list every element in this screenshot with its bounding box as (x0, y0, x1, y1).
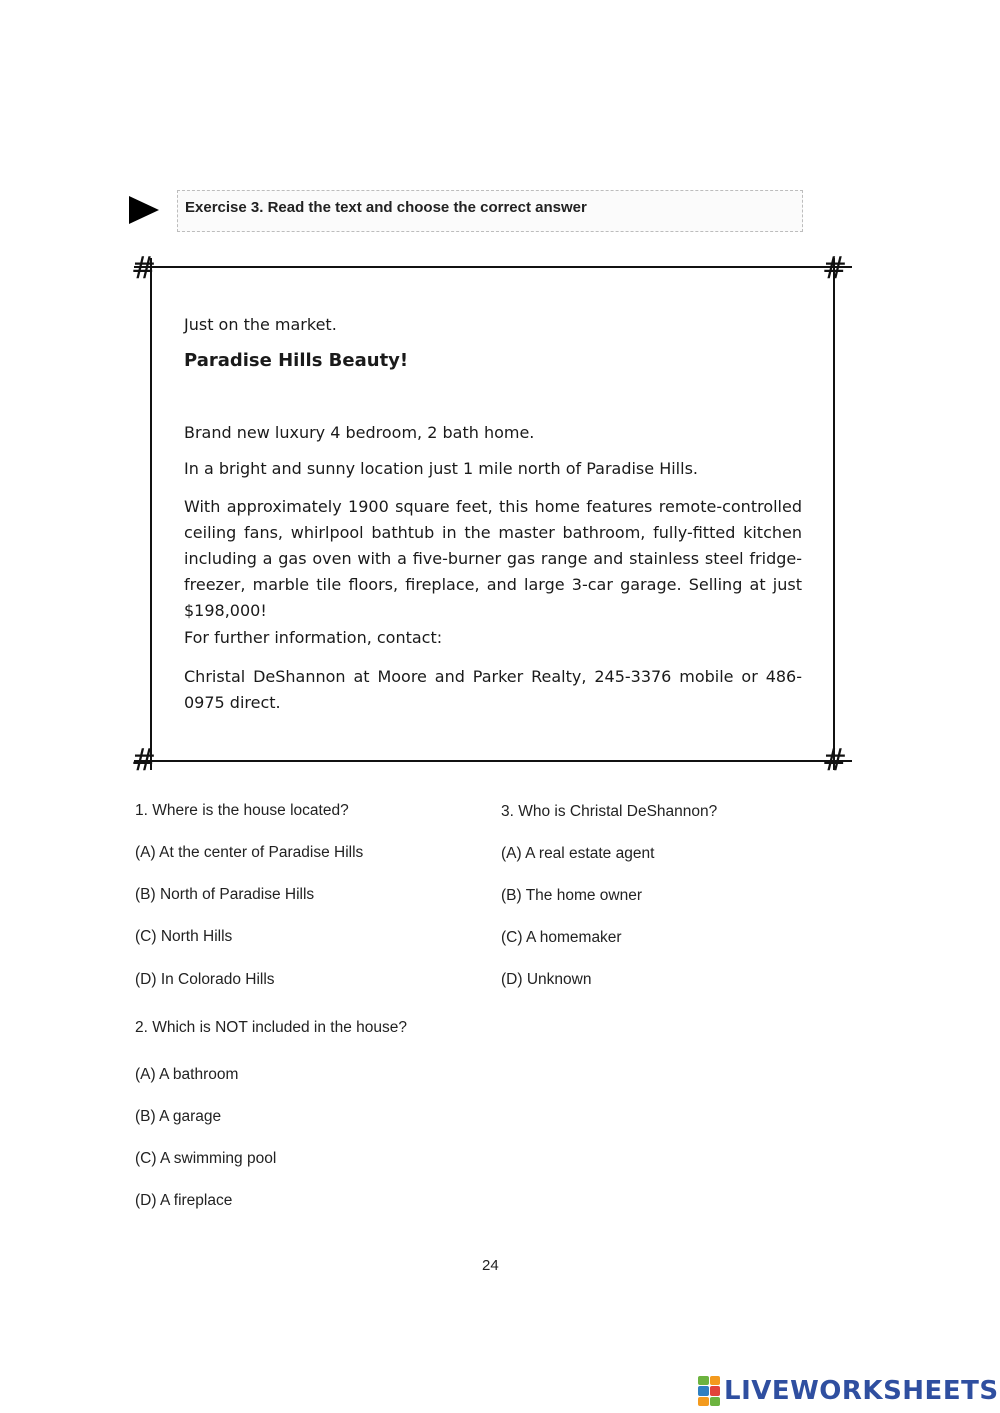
exercise-title: Exercise 3. Read the text and choose the correct answer (185, 199, 587, 216)
question-2-option-b[interactable]: (B) A garage (135, 1108, 222, 1125)
ad-title: Paradise Hills Beauty! (184, 350, 409, 371)
question-2-option-a[interactable]: (A) A bathroom (135, 1066, 239, 1083)
ad-frame-left (150, 258, 152, 770)
ad-contact-label: For further information, contact: (184, 628, 443, 647)
play-arrow-icon (129, 196, 159, 224)
ad-line-1: Brand new luxury 4 bedroom, 2 bath home. (184, 423, 535, 442)
question-3-option-a[interactable]: (A) A real estate agent (501, 845, 655, 862)
ad-line-2: In a bright and sunny location just 1 mile north of Paradise Hills. (184, 459, 698, 478)
corner-hash-icon: # (822, 743, 848, 778)
question-3-option-b[interactable]: (B) The home owner (501, 887, 642, 904)
question-1-option-b[interactable]: (B) North of Paradise Hills (135, 886, 315, 903)
liveworksheets-logo[interactable] (698, 1374, 999, 1408)
question-3-option-d[interactable]: (D) Unknown (501, 971, 592, 988)
question-1-option-d[interactable]: (D) In Colorado Hills (135, 971, 275, 988)
page-number: 24 (482, 1257, 499, 1274)
question-3-option-c[interactable]: (C) A homemaker (501, 929, 622, 946)
question-1: 1. Where is the house located? (135, 802, 349, 819)
liveworksheets-logo-text: LIVEWORKSHEETS (724, 1376, 999, 1406)
ad-contact: Christal DeShannon at Moore and Parker Realty, 245-3376 mobile or 486-0975 direct. (184, 667, 802, 712)
question-3: 3. Who is Christal DeShannon? (501, 803, 718, 820)
liveworksheets-logo-icon (698, 1376, 720, 1406)
ad-frame-bottom (134, 760, 852, 762)
ad-description: With approximately 1900 square feet, this home features remote-controlled ceiling fans, whirlpool bathtub in the master bathroom, fully-fitted kitchen including a gas oven with a five-burner gas range and stainless steel fridge-freezer, marble tile floors, fireplace, and large 3-car garage. Selling at just $198,000! (184, 497, 802, 620)
ad-intro: Just on the market. (184, 315, 337, 334)
question-1-option-a[interactable]: (A) At the center of Paradise Hills (135, 844, 364, 861)
corner-hash-icon: # (822, 251, 848, 286)
ad-frame-right (833, 258, 835, 770)
corner-hash-icon: # (131, 743, 157, 778)
question-2-option-d[interactable]: (D) A fireplace (135, 1192, 233, 1209)
question-2: 2. Which is NOT included in the house? (135, 1019, 407, 1036)
question-2-option-c[interactable]: (C) A swimming pool (135, 1150, 277, 1167)
corner-hash-icon: # (131, 251, 157, 286)
ad-frame-top (134, 266, 852, 268)
question-1-option-c[interactable]: (C) North Hills (135, 928, 233, 945)
